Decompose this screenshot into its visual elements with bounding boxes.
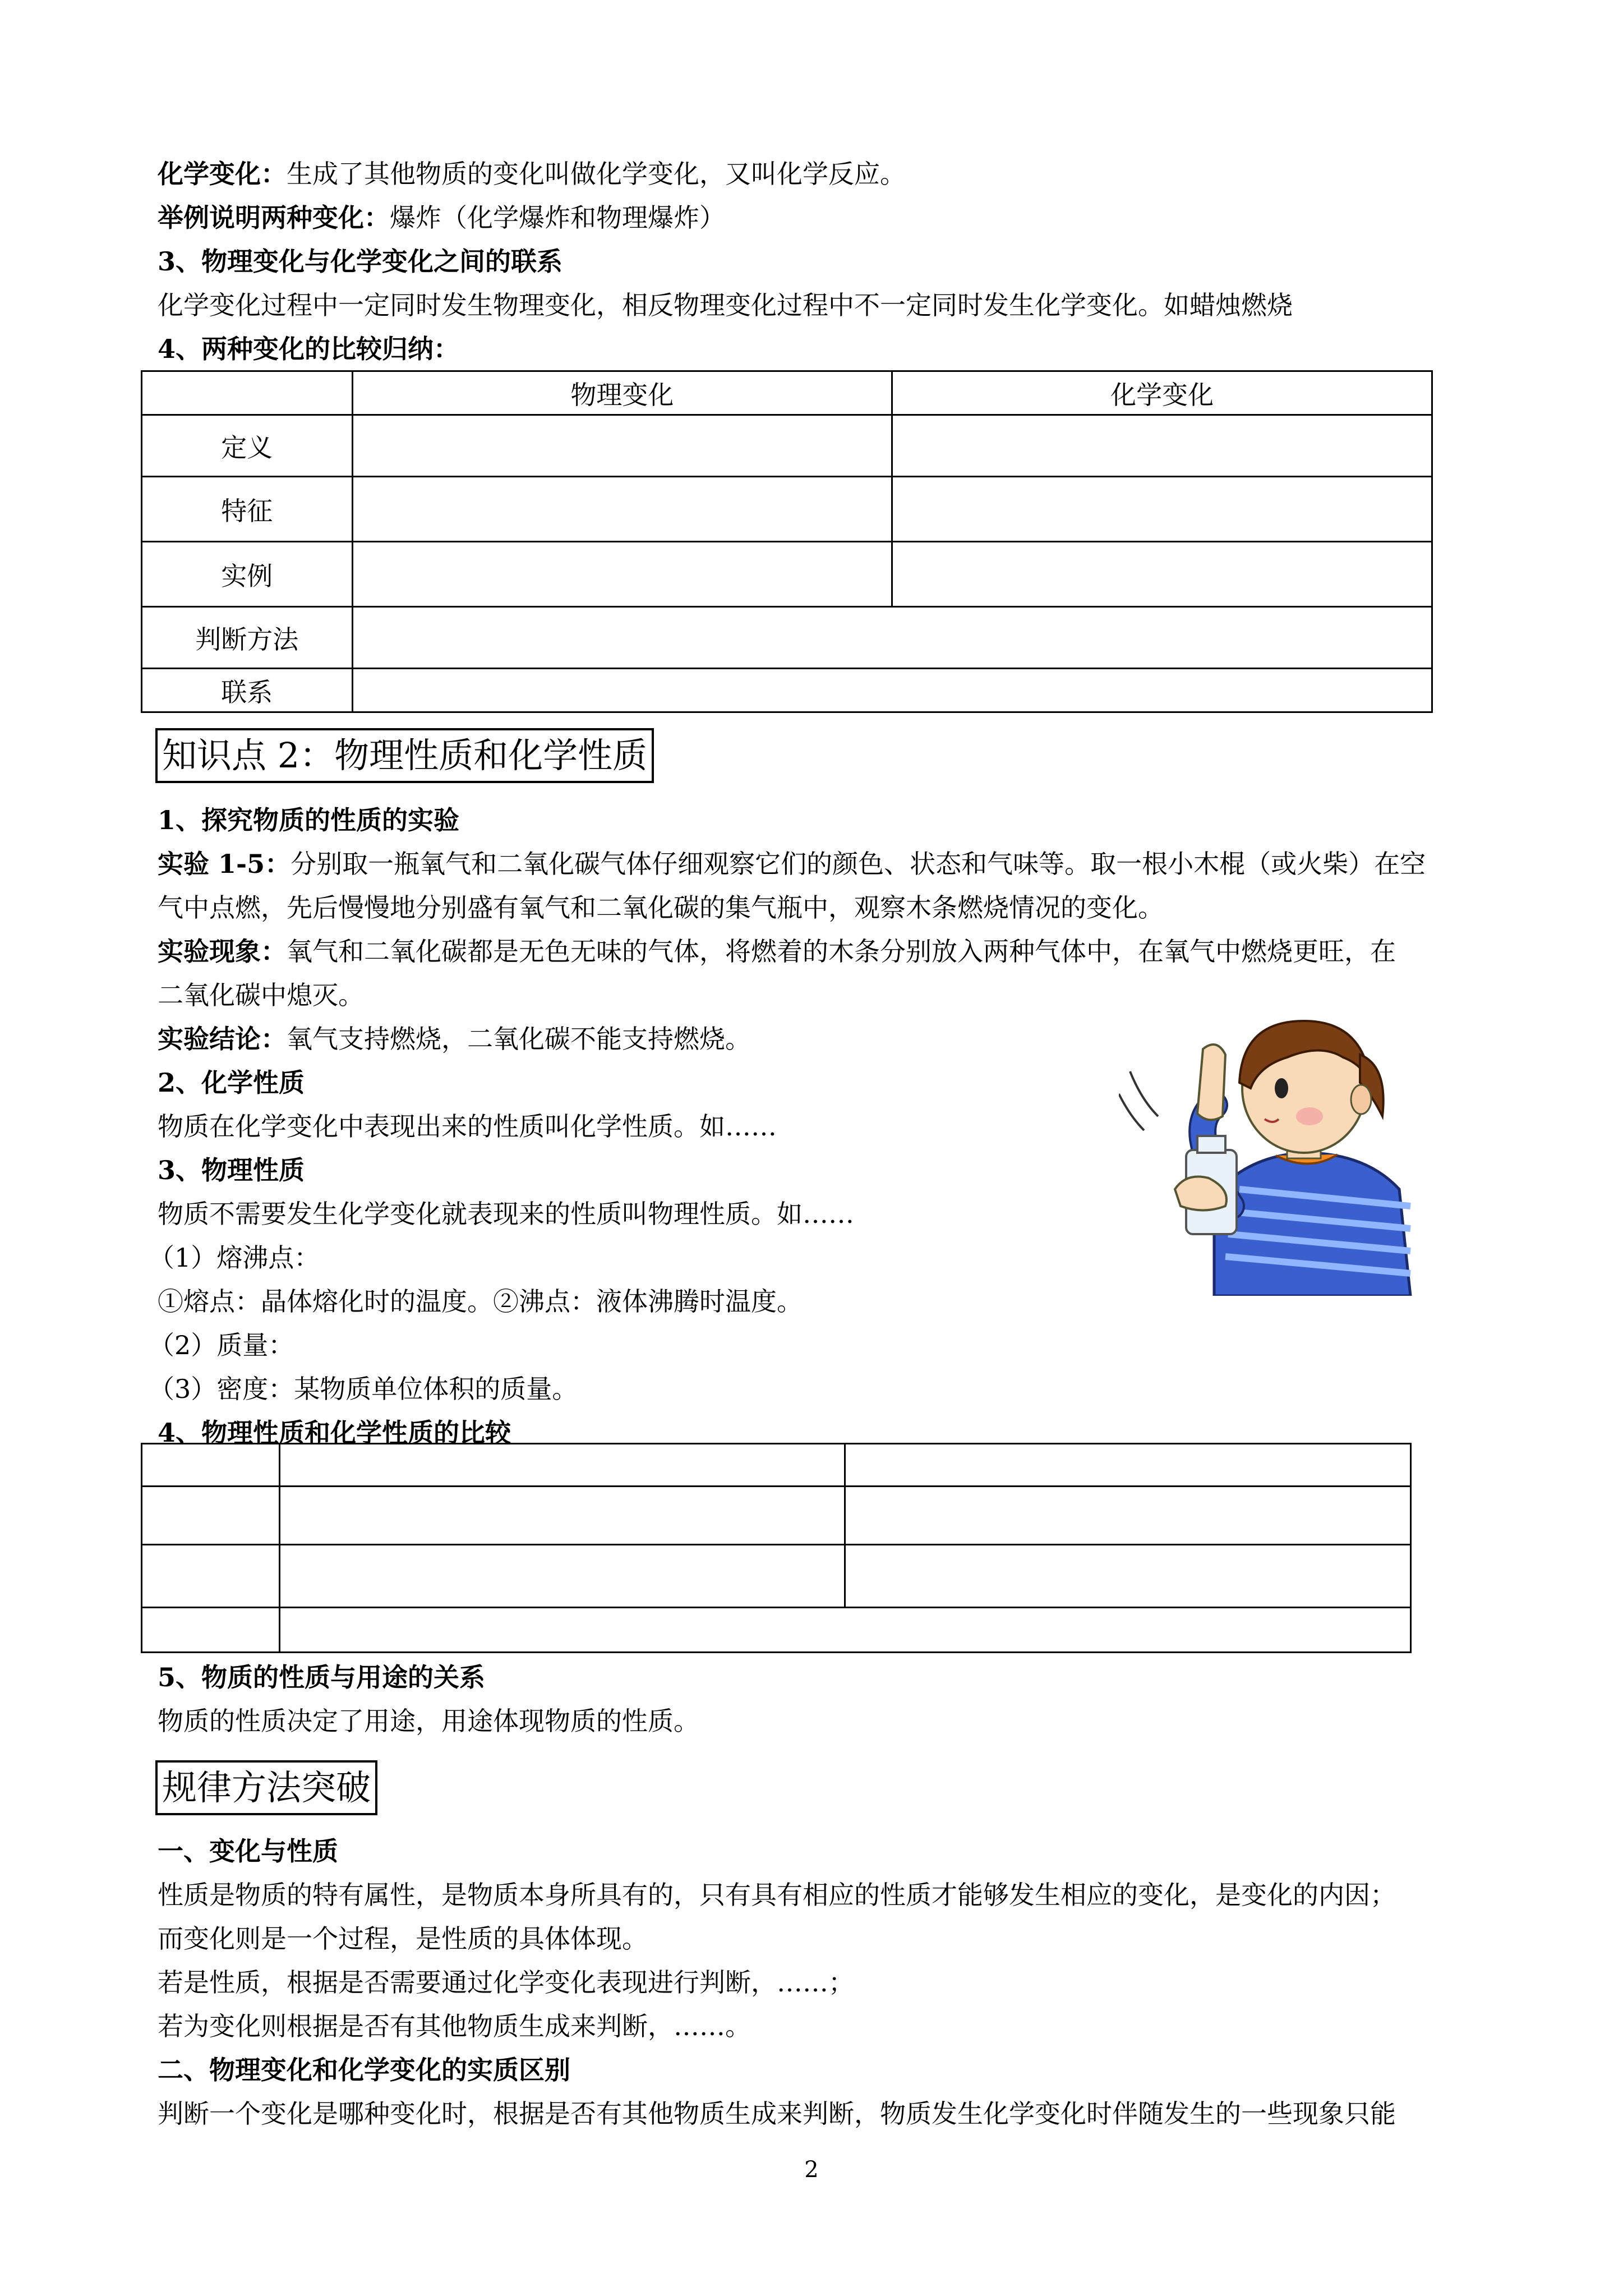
text: 爆炸（化学爆炸和物理爆炸）: [390, 203, 725, 233]
definition-chemical-change: [158, 153, 906, 195]
item-density: （3）密度：某物质单位体积的质量。: [149, 1374, 578, 1404]
text: 生成了其他物质的变化叫做化学变化，又叫化学反应。: [287, 159, 906, 189]
example-line: [158, 196, 725, 239]
empty-cell: [352, 477, 892, 542]
kp2-s5-title: 5、物质的性质与用途的关系: [158, 1662, 486, 1692]
section-4-title: 4、两种变化的比较归纳：: [158, 334, 460, 364]
label: 实验现象：: [158, 936, 287, 967]
row-label: 判断方法: [142, 607, 353, 669]
empty-cell: [892, 415, 1432, 477]
rule-p2-line-1: 判断一个变化是哪种变化时，根据是否有其他物质生成来判断，物质发生化学变化时伴随发生的一些现象只能: [158, 2099, 1396, 2129]
rule-p1-line-4: 若为变化则根据是否有其他物质生成来判断，……。: [158, 2011, 751, 2041]
experiment-line-1: [158, 843, 1426, 885]
experiment-line-2: 气中点燃，先后慢慢地分别盛有氧气和二氧化碳的集气瓶中，观察木条燃烧情况的变化。: [158, 892, 1164, 923]
section-3-body: 化学变化过程中一定同时发生物理变化，相反物理变化过程中不一定同时发生化学变化。如蜡烛燃烧: [158, 290, 1293, 320]
empty-cell: [279, 1487, 845, 1545]
text: 分别取一瓶氧气和二氧化碳气体仔细观察它们的颜色、状态和气味等。取一根小木棍（或火柴）在空: [291, 849, 1426, 879]
table-row: [142, 607, 1432, 669]
header-cell: 物理变化: [352, 371, 892, 415]
kp2-s5-body: 物质的性质决定了用途，用途体现物质的性质。: [158, 1706, 699, 1736]
kp2-s3-title: 3、物理性质: [158, 1155, 305, 1185]
label: 实验结论：: [158, 1024, 287, 1054]
phenomenon-line-2: 二氧化碳中熄灭。: [158, 980, 364, 1010]
header-cell: [142, 1444, 280, 1487]
label: 实验 1-5：: [158, 849, 291, 879]
empty-cell: [352, 542, 892, 607]
item-melting-boiling: （1）熔沸点：: [149, 1243, 320, 1273]
row-label: [142, 1608, 280, 1653]
rule-p1-line-1: 性质是物质的特有属性，是物质本身所具有的，只有具有相应的性质才能够发生相应的变化，是变化的内因；: [158, 1880, 1396, 1910]
table-header-row: [142, 371, 1432, 415]
change-comparison-table: [141, 370, 1433, 713]
rule-method-heading: 规律方法突破: [155, 1760, 377, 1815]
section-3-title: 3、物理变化与化学变化之间的联系: [158, 246, 563, 277]
row-label: 实例: [142, 542, 353, 607]
row-label: [142, 1545, 280, 1608]
text: 氧气和二氧化碳都是无色无味的气体，将燃着的木条分别放入两种气体中，在氧气中燃烧更旺，在: [287, 936, 1396, 967]
header-cell: [142, 371, 353, 415]
table-row: [142, 542, 1432, 607]
kp2-s2-body: 物质在化学变化中表现出来的性质叫化学性质。如……: [158, 1111, 777, 1142]
header-cell: [845, 1444, 1411, 1487]
table-row: [142, 1545, 1411, 1608]
row-label: [142, 1487, 280, 1545]
label: 举例说明两种变化：: [158, 203, 390, 233]
table-row: [142, 1608, 1411, 1653]
knowledge-point-2-heading: 知识点 2：物理性质和化学性质: [155, 728, 654, 783]
row-label: 定义: [142, 415, 353, 477]
empty-cell: [352, 607, 1432, 669]
row-label: 联系: [142, 669, 353, 712]
item-melting-boiling-detail: ①熔点：晶体熔化时的温度。②沸点：液体沸腾时温度。: [158, 1286, 803, 1317]
property-comparison-table: [141, 1443, 1412, 1653]
table-row: [142, 1487, 1411, 1545]
kp2-s3-body: 物质不需要发生化学变化就表现来的性质叫物理性质。如……: [158, 1199, 854, 1229]
empty-cell: [845, 1487, 1411, 1545]
conclusion-line: [158, 1018, 751, 1060]
rule-p1-line-3: 若是性质，根据是否需要通过化学变化表现进行判断，……；: [158, 1967, 854, 1998]
boy-smelling-gas-bottle-icon: [1119, 1004, 1422, 1296]
empty-cell: [279, 1608, 1410, 1653]
kp2-s4-title: 4、物理性质和化学性质的比较: [158, 1418, 511, 1448]
table-row: [142, 477, 1432, 542]
table-header-row: [142, 1444, 1411, 1487]
table-row: [142, 669, 1432, 712]
empty-cell: [279, 1545, 845, 1608]
empty-cell: [845, 1545, 1411, 1608]
header-cell: 化学变化: [892, 371, 1432, 415]
text: 氧气支持燃烧，二氧化碳不能支持燃烧。: [287, 1024, 751, 1054]
kp2-s2-title: 2、化学性质: [158, 1068, 305, 1098]
header-cell: [279, 1444, 845, 1487]
empty-cell: [352, 669, 1432, 712]
item-mass: （2）质量：: [149, 1330, 294, 1360]
page-number: 2: [804, 2157, 819, 2183]
table-row: [142, 415, 1432, 477]
label: 化学变化：: [158, 159, 287, 189]
phenomenon-line-1: [158, 930, 1396, 973]
rule-p2-title: 二、物理变化和化学变化的实质区别: [158, 2055, 570, 2085]
row-label: 特征: [142, 477, 353, 542]
rule-p1-line-2: 而变化则是一个过程，是性质的具体体现。: [158, 1924, 648, 1954]
empty-cell: [352, 415, 892, 477]
kp2-s1-title: 1、探究物质的性质的实验: [158, 805, 460, 835]
empty-cell: [892, 542, 1432, 607]
rule-p1-title: 一、变化与性质: [158, 1836, 338, 1866]
empty-cell: [892, 477, 1432, 542]
